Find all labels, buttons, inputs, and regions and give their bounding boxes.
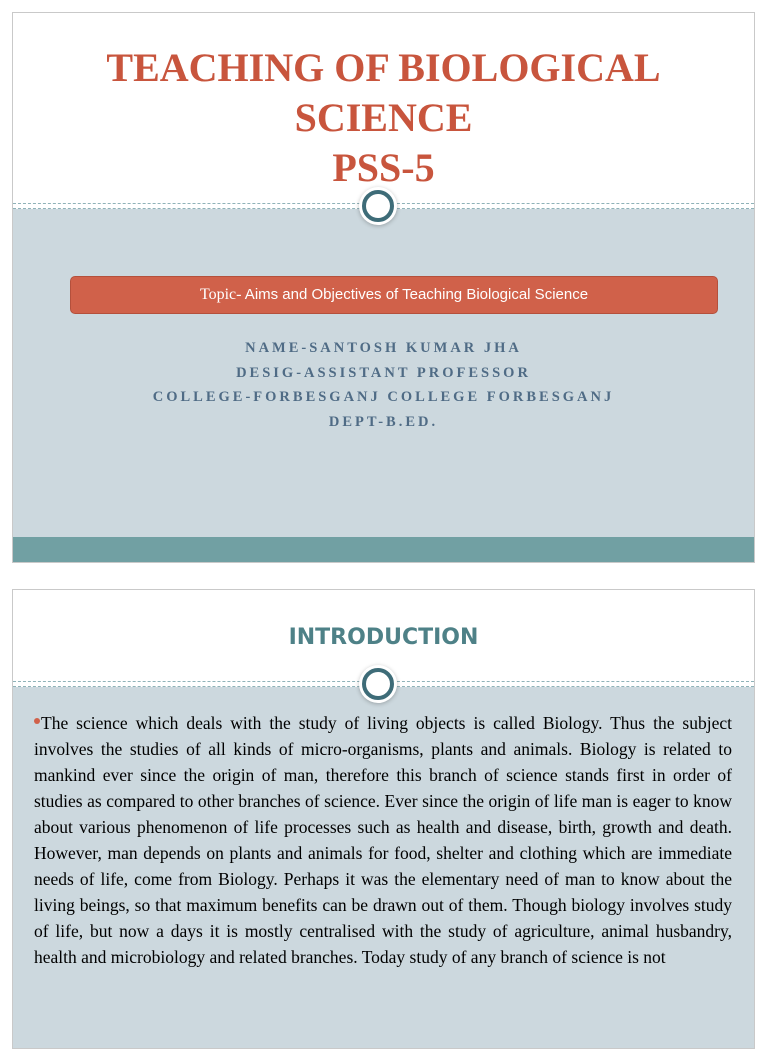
title-area xyxy=(13,13,754,206)
slide-title xyxy=(13,13,754,193)
title-line-1: TEACHING OF BIOLOGICAL xyxy=(106,45,661,90)
author-name: NAME-SANTOSH KUMAR JHA xyxy=(245,340,522,356)
topic-text: Aims and Objectives of Teaching Biological Science xyxy=(241,286,589,303)
circle-ornament-icon xyxy=(362,668,394,700)
author-college: COLLEGE-FORBESGANJ COLLEGE FORBESGANJ xyxy=(152,389,615,405)
author-designation: DESIG-ASSISTANT PROFESSOR xyxy=(236,364,531,381)
circle-ornament-icon xyxy=(362,190,394,222)
intro-paragraph-text: The science which deals with the study of living objects is called Biology. Thus the subject involves the studies of all kinds of micro-organisms, plants and animals. Biology is related to mankind ever since the origin of man, therefore this branch of science stands first in order of studies as compared to other branches of science. Ever since the origin of life man is eager to know about various phenomenon of life processes such as health and disease, birth, growth and death. However, man depends on plants and animals for food, shelter and clothing which are immediate needs of life, come from Biology. Perhaps it was the elementary need of man to know about the living beings, so that maximum benefits can be drawn out of them. Though biology involves study of life, but now a days it is mostly centralised with the study of agriculture, animal husbandry, health and microbiology and related branches. Today study of any branch of science is not xyxy=(34,713,732,967)
intro-paragraph xyxy=(34,710,732,970)
bullet-icon xyxy=(34,718,40,724)
topic-banner xyxy=(70,276,718,314)
title-line-2: SCIENCE xyxy=(294,95,473,140)
title-slide xyxy=(12,12,755,563)
footer-band xyxy=(13,537,754,563)
topic-prefix: Topic- xyxy=(199,286,242,303)
slide-heading: INTRODUCTION xyxy=(288,625,479,650)
introduction-slide xyxy=(12,589,755,1049)
title-line-3: PSS-5 xyxy=(332,145,435,190)
author-info xyxy=(13,336,754,434)
author-department: DEPT-B.ED. xyxy=(328,413,439,430)
